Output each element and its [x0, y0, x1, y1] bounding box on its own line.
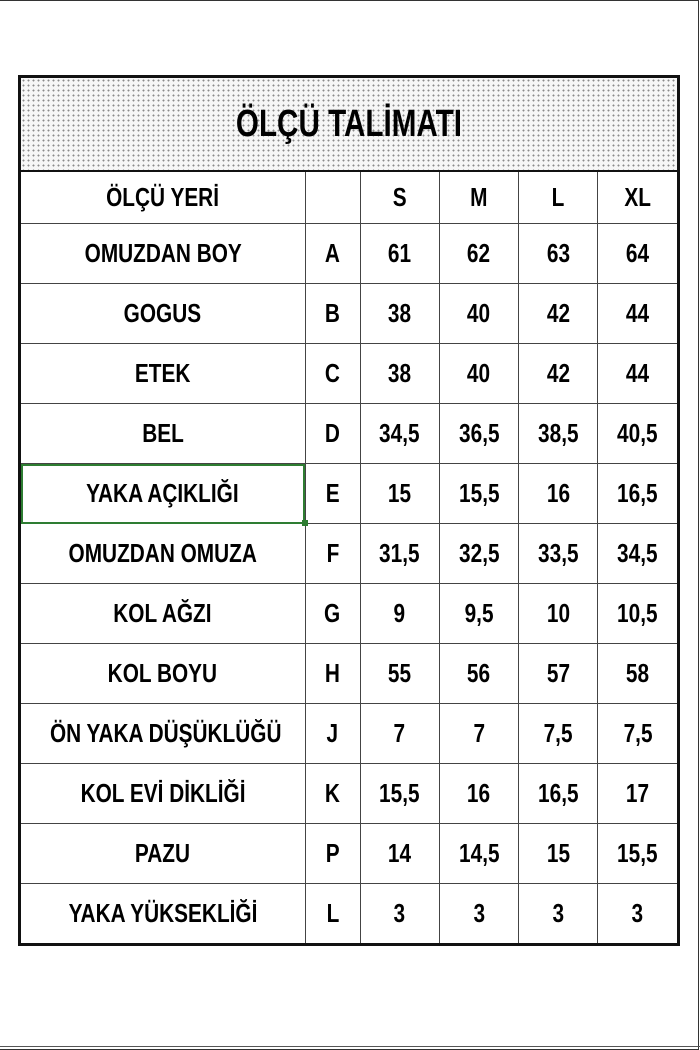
value-cell-m[interactable]: [439, 884, 518, 944]
measurement-code-cell[interactable]: [305, 884, 360, 944]
measurement-code-cell-text: D: [324, 418, 341, 448]
value-cell-xl-text: 44: [626, 298, 650, 328]
value-cell-xl[interactable]: [598, 764, 677, 824]
value-cell-s[interactable]: [360, 764, 439, 824]
value-cell-l[interactable]: [519, 524, 598, 584]
measurement-code-cell[interactable]: [305, 404, 360, 464]
value-cell-l-text: 15: [546, 838, 570, 868]
measurement-code-cell[interactable]: [305, 824, 360, 884]
value-cell-s-text: 38: [388, 298, 412, 328]
value-cell-m-text: 9,5: [464, 598, 494, 628]
value-cell-xl-text: 15,5: [617, 838, 658, 868]
value-cell-s[interactable]: [360, 584, 439, 644]
measurement-code-cell[interactable]: [305, 224, 360, 284]
measurement-code-cell[interactable]: [305, 464, 360, 524]
value-cell-xl[interactable]: [598, 584, 677, 644]
value-cell-m[interactable]: [439, 524, 518, 584]
header-cell-size-xl[interactable]: [598, 172, 677, 224]
header-cell-size-s[interactable]: [360, 172, 439, 224]
measurement-code-cell[interactable]: [305, 584, 360, 644]
value-cell-l-text: 16,5: [537, 778, 579, 808]
value-cell-l[interactable]: [519, 584, 598, 644]
measurement-name-cell-text: YAKA YÜKSEKLİĞİ: [68, 898, 258, 928]
value-cell-xl[interactable]: [598, 464, 677, 524]
value-cell-s-text: 61: [388, 238, 412, 268]
value-cell-l-text: 10: [546, 598, 570, 628]
value-cell-l[interactable]: [519, 344, 598, 404]
measurement-name-cell[interactable]: [21, 284, 305, 344]
table-row: [21, 224, 677, 284]
measurement-code-cell[interactable]: [305, 344, 360, 404]
measurement-name-cell-text: YAKA AÇIKLIĞI: [86, 478, 240, 508]
measurement-name-cell-text: KOL EVİ DİKLİĞİ: [80, 778, 246, 808]
value-cell-xl[interactable]: [598, 224, 677, 284]
value-cell-m-text: 32,5: [458, 538, 500, 568]
table-row: [21, 464, 677, 524]
measurement-code-cell-text: H: [324, 658, 341, 688]
value-cell-m-text: 15,5: [458, 478, 500, 508]
value-cell-m-text: 62: [467, 238, 491, 268]
value-cell-xl[interactable]: [598, 404, 677, 464]
measurement-name-cell[interactable]: [21, 524, 305, 584]
value-cell-xl-text: 34,5: [617, 538, 658, 568]
header-cell-size-l[interactable]: [519, 172, 598, 224]
measurement-code-cell[interactable]: [305, 644, 360, 704]
header-row: [21, 172, 677, 224]
value-cell-l-text: 42: [546, 358, 570, 388]
value-cell-s-text: 31,5: [379, 538, 420, 568]
measurement-code-cell-text: G: [324, 598, 341, 628]
value-cell-xl-text: 16,5: [617, 478, 658, 508]
value-cell-xl-text: 58: [626, 658, 650, 688]
value-cell-s-text: 9: [393, 598, 406, 628]
value-cell-s-text: 15: [388, 478, 412, 508]
value-cell-l[interactable]: [519, 404, 598, 464]
measurement-code-cell-text: K: [324, 778, 341, 808]
measurement-code-cell-text: B: [324, 298, 341, 328]
measurement-name-cell-text: ÖN YAKA DÜŞÜKLÜĞÜ: [49, 718, 282, 748]
value-cell-m-text: 40: [467, 298, 491, 328]
measurement-name-cell[interactable]: [21, 224, 305, 284]
value-cell-l[interactable]: [519, 884, 598, 944]
value-cell-l[interactable]: [519, 824, 598, 884]
value-cell-m-text: 14,5: [458, 838, 500, 868]
measurement-name-cell-text: BEL: [141, 418, 184, 448]
measurement-name-cell-text: KOL AĞZI: [113, 598, 212, 628]
value-cell-m-text: 56: [467, 658, 491, 688]
value-cell-m[interactable]: [439, 764, 518, 824]
measurement-name-cell[interactable]: [21, 404, 305, 464]
measurement-code-cell-text: L: [326, 898, 339, 928]
value-cell-l[interactable]: [519, 644, 598, 704]
value-cell-m[interactable]: [439, 584, 518, 644]
value-cell-l[interactable]: [519, 224, 598, 284]
value-cell-m[interactable]: [439, 344, 518, 404]
value-cell-m[interactable]: [439, 404, 518, 464]
measurement-name-cell[interactable]: [21, 704, 305, 764]
table-row: [21, 884, 677, 944]
table-row: [21, 584, 677, 644]
measurement-name-cell-text: ETEK: [135, 358, 191, 388]
value-cell-xl[interactable]: [598, 344, 677, 404]
measurement-name-cell[interactable]: [21, 884, 305, 944]
table-row: [21, 704, 677, 764]
bottom-divider: [0, 1046, 700, 1047]
value-cell-m[interactable]: [439, 704, 518, 764]
value-cell-xl[interactable]: [598, 524, 677, 584]
measurement-name-cell-text: PAZU: [135, 838, 191, 868]
measurement-code-cell-text: F: [326, 538, 339, 568]
value-cell-l-text: 7,5: [543, 718, 573, 748]
measurement-code-cell-text: C: [324, 358, 341, 388]
value-cell-s[interactable]: [360, 704, 439, 764]
value-cell-xl-text: 17: [626, 778, 650, 808]
size-chart: [18, 75, 680, 946]
value-cell-s-text: 14: [388, 838, 412, 868]
value-cell-xl-text: 10,5: [617, 598, 658, 628]
measurement-code-cell-text: E: [325, 478, 340, 508]
value-cell-m-text: 16: [467, 778, 491, 808]
value-cell-l-text: 33,5: [537, 538, 579, 568]
value-cell-l-text: 16: [546, 478, 570, 508]
value-cell-s-text: 55: [388, 658, 412, 688]
table-row: [21, 284, 677, 344]
value-cell-l[interactable]: [519, 284, 598, 344]
value-cell-s[interactable]: [360, 464, 439, 524]
value-cell-s[interactable]: [360, 884, 439, 944]
measurement-name-cell-text: GOGUS: [124, 298, 202, 328]
value-cell-s[interactable]: [360, 344, 439, 404]
value-cell-m-text: 3: [473, 898, 485, 928]
value-cell-s[interactable]: [360, 284, 439, 344]
measurement-name-cell[interactable]: [21, 584, 305, 644]
table-row: [21, 644, 677, 704]
value-cell-m[interactable]: [439, 224, 518, 284]
measurement-code-cell-text: P: [325, 838, 340, 868]
measurement-name-cell-text: OMUZDAN OMUZA: [68, 538, 257, 568]
value-cell-s-text: 34,5: [379, 418, 420, 448]
value-cell-s[interactable]: [360, 824, 439, 884]
value-cell-xl[interactable]: [598, 704, 677, 764]
value-cell-l-text: 63: [546, 238, 570, 268]
value-cell-s-text: 38: [388, 358, 412, 388]
value-cell-m-text: 7: [473, 718, 485, 748]
value-cell-l-text: 42: [546, 298, 570, 328]
table-row: [21, 404, 677, 464]
table-row: [21, 824, 677, 884]
size-label: M: [470, 182, 488, 212]
value-cell-l-text: 38,5: [537, 418, 579, 448]
table-row: [21, 344, 677, 404]
value-cell-s-text: 15,5: [379, 778, 420, 808]
measurement-code-cell-text: J: [326, 718, 339, 748]
title-banner: [21, 78, 677, 172]
value-cell-l[interactable]: [519, 764, 598, 824]
value-cell-m[interactable]: [439, 464, 518, 524]
value-cell-l[interactable]: [519, 704, 598, 764]
header-cell-name[interactable]: [21, 172, 305, 224]
measurement-name-cell[interactable]: [21, 764, 305, 824]
value-cell-m-text: 36,5: [458, 418, 500, 448]
measurement-code-cell[interactable]: [305, 284, 360, 344]
value-cell-l-text: 57: [546, 658, 570, 688]
value-cell-s[interactable]: [360, 644, 439, 704]
measurement-name-cell[interactable]: [21, 344, 305, 404]
value-cell-l[interactable]: [519, 464, 598, 524]
measurement-name-cell[interactable]: [21, 824, 305, 884]
value-cell-xl[interactable]: [598, 644, 677, 704]
value-cell-xl-text: 64: [626, 238, 650, 268]
value-cell-m[interactable]: [439, 284, 518, 344]
measurement-name-cell-text: KOL BOYU: [108, 658, 218, 688]
value-cell-s[interactable]: [360, 524, 439, 584]
value-cell-xl[interactable]: [598, 884, 677, 944]
value-cell-xl[interactable]: [598, 824, 677, 884]
value-cell-s-text: 7: [393, 718, 406, 748]
size-label: XL: [624, 182, 651, 212]
value-cell-xl-text: 40,5: [617, 418, 658, 448]
measurement-name-cell[interactable]: [21, 464, 305, 524]
size-label: L: [551, 182, 565, 212]
value-cell-m[interactable]: [439, 824, 518, 884]
value-cell-s-text: 3: [393, 898, 406, 928]
value-cell-xl-text: 44: [626, 358, 650, 388]
value-cell-xl-text: 7,5: [623, 718, 653, 748]
value-cell-m-text: 40: [467, 358, 491, 388]
size-table: [21, 172, 677, 943]
value-cell-l-text: 3: [552, 898, 564, 928]
header-cell-code[interactable]: [305, 172, 360, 224]
chart-title: ÖLÇÜ TALİMATI: [235, 102, 463, 145]
measurement-code-cell[interactable]: [305, 704, 360, 764]
value-cell-s[interactable]: [360, 404, 439, 464]
size-label: S: [392, 182, 407, 212]
header-cell-size-m[interactable]: [439, 172, 518, 224]
measurement-code-cell-text: A: [324, 238, 341, 268]
value-cell-xl-text: 3: [631, 898, 644, 928]
measurement-code-cell[interactable]: [305, 764, 360, 824]
value-cell-xl[interactable]: [598, 284, 677, 344]
measurement-name-cell-text: OMUZDAN BOY: [84, 238, 242, 268]
value-cell-s[interactable]: [360, 224, 439, 284]
table-row: [21, 524, 677, 584]
table-row: [21, 764, 677, 824]
header-name-label: ÖLÇÜ YERİ: [106, 182, 220, 212]
measurement-name-cell[interactable]: [21, 644, 305, 704]
measurement-code-cell[interactable]: [305, 524, 360, 584]
value-cell-m[interactable]: [439, 644, 518, 704]
